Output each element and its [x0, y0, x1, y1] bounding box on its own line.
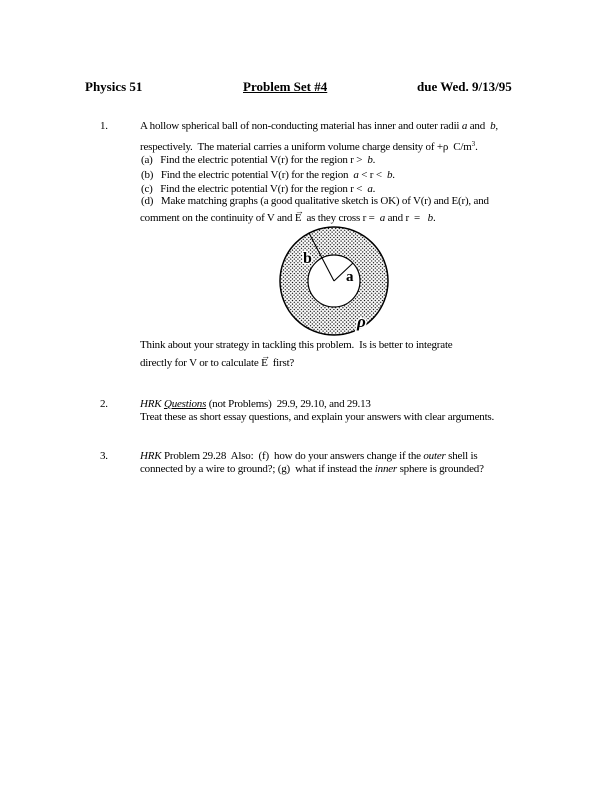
text-run: inner — [374, 463, 398, 475]
text-run: b — [427, 212, 433, 224]
text-run: < r < — [358, 169, 387, 181]
text-run: (d) Make matching graphs (a good qualitative sketch is OK) of V(r) and E(r), and — [141, 195, 489, 207]
label-rho: ρ — [357, 312, 366, 331]
text-run: and r = — [385, 212, 428, 224]
hollow-sphere-diagram — [270, 224, 402, 340]
text-run: (not Problems) 29.9, 29.10, and 29.13 — [206, 398, 371, 410]
text-run: (a) Find the electric potential V(r) for the region r > — [141, 154, 368, 166]
text-run: Think about your strategy in tackling this problem. Is is better to integrate — [140, 339, 453, 351]
text-run: outer — [423, 450, 446, 462]
text-run: Questions — [163, 398, 207, 410]
text-run: first? — [267, 357, 295, 369]
text-run: 3 — [471, 140, 476, 148]
text-run: as they cross r = — [301, 212, 380, 224]
text-run: b — [386, 169, 393, 181]
header-title: Problem Set #4 — [243, 79, 328, 94]
header-due-date: due Wed. 9/13/95 — [417, 79, 512, 94]
text-run: HRK — [140, 398, 164, 410]
header-course: Physics 51 — [85, 79, 143, 94]
text-run: and — [467, 120, 491, 132]
text-run: shell is — [445, 450, 478, 462]
text-run: a — [353, 169, 359, 181]
problem2-line2 — [140, 410, 494, 424]
text-run: (b) Find the electric potential V(r) for the region — [141, 169, 354, 181]
text-run: . — [475, 141, 478, 153]
text-run: Treat these as short essay questions, and explain your answers with clear arguments. — [140, 411, 495, 423]
problem3-line1 — [140, 449, 477, 463]
text-run: directly for V or to calculate — [140, 357, 262, 369]
problem1-number: 1. — [100, 120, 108, 132]
problem2-line1 — [140, 397, 371, 411]
text-run: comment on the continuity of V and — [140, 212, 295, 224]
problem1-line2 — [140, 137, 478, 154]
text-run: E → — [261, 357, 268, 369]
label-a: a — [346, 269, 354, 285]
text-run: E → — [295, 212, 302, 224]
problem2-number: 2. — [100, 398, 108, 410]
text-run: . — [392, 169, 395, 181]
text-run: respectively. The material carries a uniform volume charge density of +ρ C/m — [140, 141, 472, 153]
text-run: a — [367, 183, 373, 195]
text-run: . — [432, 212, 436, 224]
text-run: . — [372, 154, 376, 166]
text-run: HRK — [140, 450, 162, 462]
problem1-hint-line2 — [140, 356, 294, 370]
text-run: connected by a wire to ground?; (g) what if instead the — [140, 463, 375, 475]
text-run: . — [372, 183, 376, 195]
text-run: , — [495, 120, 498, 132]
problem1-item-d-continued — [140, 211, 436, 225]
text-run: Problem 29.28 Also: (f) how do your answers change if the — [161, 450, 424, 462]
text-run: b — [367, 154, 373, 166]
problem3-line2 — [140, 462, 484, 476]
label-b: b — [303, 250, 312, 267]
text-run: a — [379, 212, 386, 224]
text-run: A hollow spherical ball of non-conducting material has inner and outer radii — [140, 120, 462, 132]
problem1-hint-line1 — [140, 338, 453, 352]
problem1-line1 — [140, 119, 498, 133]
text-run: a — [461, 120, 468, 132]
problem1-item-d — [141, 194, 489, 208]
text-run: b — [490, 120, 496, 132]
problem1-item-b — [141, 168, 395, 182]
text-run: sphere is grounded? — [397, 463, 484, 475]
text-run: (c) Find the electric potential V(r) for the region r < — [141, 183, 368, 195]
problem1-item-a — [141, 153, 375, 167]
problem3-number: 3. — [100, 450, 108, 462]
